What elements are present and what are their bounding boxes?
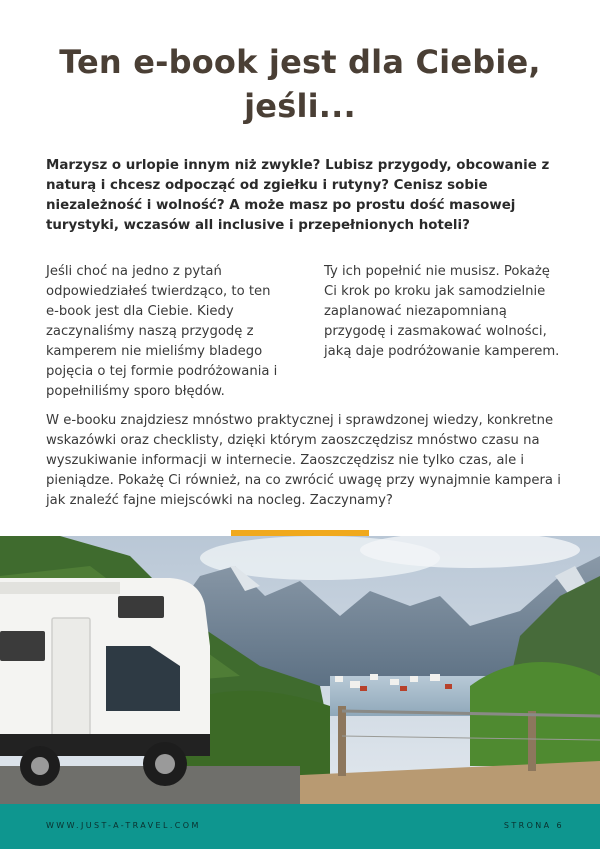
left-column-text: Jeśli choć na jedno z pytań odpowiedziałeś twierdząco, to ten e-book jest dla Ciebie. Kiedy zaczynaliśmy naszą przygodę z kamperem nie mieliśmy bladego pojęcia o tej formie podróżowania i popełniliśmy sporo błędów. [46, 264, 278, 399]
lead-paragraph: Marzysz o urlopie innym niż zwykle? Lubisz przygody, obcowanie z naturą i chcesz odpocząć od zgiełku i rutyny? Cenisz sobie niezależność i wolność? A może masz po prostu dość masowej turystyki, wczasów all inclusive i przepełnionych hoteli? [46, 158, 550, 233]
right-column-text: Ty ich popełnić nie musisz. Pokażę Ci krok po kroku jak samodzielnie zaplanować niezapomnianą przygodę i zasmakować wolności, jaką daje podróżowanie kamperem. [324, 264, 560, 359]
page-number: STRONA 6 [503, 821, 564, 830]
title-line-1: Ten e-book jest dla Ciebie, [59, 43, 541, 81]
camper-landscape-photo [0, 536, 600, 804]
footer-bar [0, 804, 600, 849]
page-title [0, 40, 600, 128]
title-line-2: jeśli... [244, 87, 356, 125]
footer-website-link[interactable]: WWW.JUST-A-TRAVEL.COM [46, 821, 201, 830]
body-paragraph: W e-booku znajdziesz mnóstwo praktycznej i sprawdzonej wiedzy, konkretne wskazówki oraz checklisty, dzięki którym zaoszczędzisz mnóstwo czasu na wyszukiwanie informacji w internecie. Zaoszczędzisz nie tylko czas, ale i pieniądze. Pokażę Ci również, na co zwrócić uwagę przy wynajmnie kampera i jak znaleźć fajne miejscówki na nocleg. Zaczynamy? [46, 413, 561, 508]
